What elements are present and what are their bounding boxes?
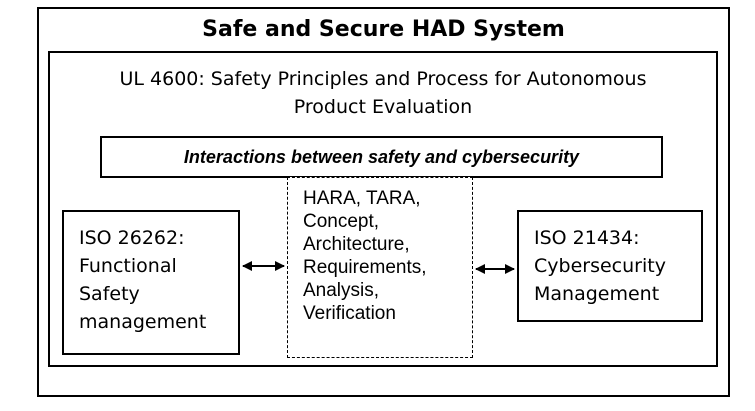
iso26262-line-4: management	[79, 311, 207, 333]
iso21434-box	[517, 210, 703, 322]
iso21434-line-2: Cybersecurity	[534, 255, 666, 277]
shared-activity-3: Architecture,	[303, 234, 410, 255]
iso26262-line-3: Safety	[79, 283, 140, 305]
shared-activity-6: Verification	[303, 303, 396, 324]
iso21434-line-3: Management	[534, 283, 660, 305]
iso26262-box	[62, 210, 240, 355]
ul4600-title-line-2: Product Evaluation	[293, 96, 473, 118]
ul4600-title	[60, 65, 706, 121]
shared-activity-2: Concept,	[303, 211, 380, 232]
shared-activities-box	[287, 177, 473, 358]
iso26262-line-1: ISO 26262:	[79, 227, 185, 249]
interactions-label: Interactions between safety and cybersecurity	[183, 146, 580, 167]
interactions-box	[100, 136, 663, 178]
shared-activity-5: Analysis,	[303, 280, 380, 301]
system-title: Safe and Secure HAD System	[202, 17, 565, 42]
shared-activity-4: Requirements,	[303, 257, 427, 278]
iso26262-line-2: Functional	[79, 255, 177, 277]
shared-activity-1: HARA, TARA,	[303, 188, 421, 209]
ul4600-title-line-1: UL 4600: Safety Principles and Process for Autonomous	[119, 68, 647, 90]
iso21434-line-1: ISO 21434:	[534, 227, 640, 249]
